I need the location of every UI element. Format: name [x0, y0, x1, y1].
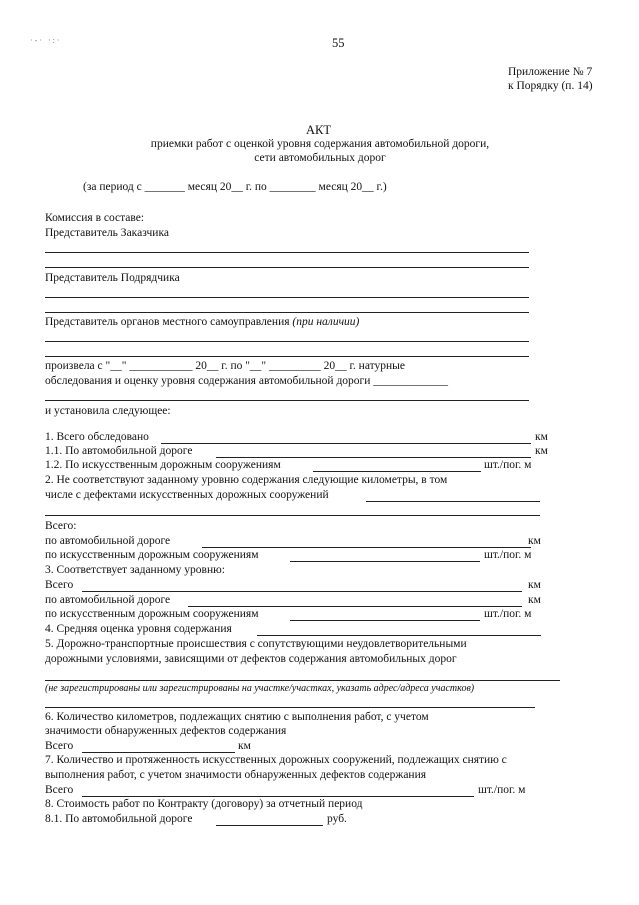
item-2-defects: числе с дефектами искусственных дорожных сооружений	[45, 489, 329, 501]
item-2-nonconforming: 2. Не соответствуют заданному уровню содержания следующие километры, в том	[45, 474, 448, 486]
item-2-structures-line	[290, 561, 480, 562]
item-8-1-line	[216, 825, 323, 826]
item-5-accidents: 5. Дорожно-транспортные происшествия с сопутствующими неудовлетворительными	[45, 638, 467, 650]
local-gov-optional-note: (при наличии)	[292, 316, 360, 328]
item-8-1-unit: руб.	[327, 813, 347, 825]
item-7-total: Всего	[45, 784, 74, 796]
item-2-road-line	[202, 547, 531, 548]
item-6-total: Всего	[45, 740, 74, 752]
local-gov-representative-label	[45, 316, 359, 329]
item-1-2-unit: шт./пог. м	[484, 459, 532, 471]
item-7-unit: шт./пог. м	[478, 784, 526, 796]
item-1-1-line	[216, 457, 531, 458]
item-5-note: (не зарегистрированы или зарегистрированы на участке/участках, указать адрес/адреса участков)	[45, 683, 475, 694]
item-3-structures-unit: шт./пог. м	[484, 608, 532, 620]
item-5-line-2	[45, 707, 535, 708]
inspection-road: обследования и оценку уровня содержания автомобильной дороги _____________	[45, 375, 449, 387]
local-gov-label-text: Представитель органов местного самоуправления	[45, 316, 290, 328]
item-2-total: Всего:	[45, 520, 77, 532]
local-gov-line-2	[45, 356, 529, 357]
item-1-unit: км	[535, 431, 548, 443]
commission-intro: Комиссия в составе:	[45, 212, 145, 224]
customer-line-1	[45, 252, 529, 253]
item-3-total: Всего	[45, 579, 74, 591]
item-3-total-unit: км	[528, 579, 541, 591]
item-1-2-line	[313, 471, 481, 472]
item-6-significance: значимости обнаруженных дефектов содержания	[45, 725, 287, 737]
appendix-label: Приложение № 7	[508, 66, 593, 78]
item-3-structures: по искусственным дорожным сооружениям	[45, 608, 259, 620]
item-6-total-line	[82, 752, 235, 753]
local-gov-line-1	[45, 341, 529, 342]
item-3-conforming: 3. Соответствует заданному уровню:	[45, 564, 225, 576]
item-3-road: по автомобильной дороге	[45, 594, 171, 606]
item-1-2-structures: 1.2. По искусственным дорожным сооружениям	[45, 459, 281, 471]
item-2-structures-unit: шт./пог. м	[484, 549, 532, 561]
item-8-contract-cost: 8. Стоимость работ по Контракту (договору) за отчетный период	[45, 798, 363, 810]
inspection-dates: произвела с "__" ___________ 20__ г. по "__" _________ 20__ г. натурные	[45, 360, 405, 372]
item-3-total-line	[82, 591, 522, 592]
document-subtitle-2: сети автомобильных дорог	[254, 152, 386, 164]
customer-line-2	[45, 267, 529, 268]
item-2-road: по автомобильной дороге	[45, 535, 171, 547]
item-2-line-2	[45, 515, 540, 516]
contractor-line-1	[45, 297, 529, 298]
document-subtitle: приемки работ с оценкой уровня содержания автомобильной дороги,	[150, 138, 490, 150]
item-1-1-unit: км	[535, 445, 548, 457]
item-1-total-inspected: 1. Всего обследовано	[45, 431, 149, 443]
item-2-structures: по искусственным дорожным сооружениям	[45, 549, 259, 561]
item-1-line	[161, 443, 531, 444]
contractor-representative-label: Представитель Подрядчика	[45, 272, 180, 284]
report-period: (за период с _______ месяц 20__ г. по ________ месяц 20__ г.)	[83, 181, 387, 193]
item-6-unit: км	[238, 740, 251, 752]
item-4-average-score: 4. Средняя оценка уровня содержания	[45, 623, 232, 635]
document-title: АКТ	[306, 123, 331, 137]
item-7-structures-removed: 7. Количество и протяженность искусственных дорожных сооружений, подлежащих снятию с	[45, 754, 507, 766]
item-5-conditions: дорожными условиями, зависящими от дефектов содержания автомобильных дорог	[45, 653, 457, 665]
item-5-line	[45, 680, 560, 681]
item-7-significance: выполнения работ, с учетом значимости обнаруженных дефектов содержания	[45, 769, 427, 781]
customer-representative-label: Представитель Заказчика	[45, 227, 169, 239]
item-1-1-road: 1.1. По автомобильной дороге	[45, 445, 193, 457]
contractor-line-2	[45, 312, 529, 313]
appendix-reference: к Порядку (п. 14)	[508, 80, 593, 92]
item-3-road-line	[188, 606, 522, 607]
item-7-total-line	[82, 796, 474, 797]
item-2-road-unit: км	[528, 535, 541, 547]
item-2-line	[366, 501, 540, 502]
item-8-1-road-cost: 8.1. По автомобильной дороге	[45, 813, 193, 825]
item-4-line	[257, 635, 541, 636]
inspection-road-line	[45, 400, 529, 401]
item-3-road-unit: км	[528, 594, 541, 606]
scan-corner-noise: ·-· ·:·	[30, 36, 62, 45]
item-6-km-removed: 6. Количество километров, подлежащих снятию с выполнения работ, с учетом	[45, 711, 429, 723]
item-3-structures-line	[290, 620, 480, 621]
page-number: 55	[332, 36, 345, 50]
established-label: и установила следующее:	[45, 405, 171, 417]
